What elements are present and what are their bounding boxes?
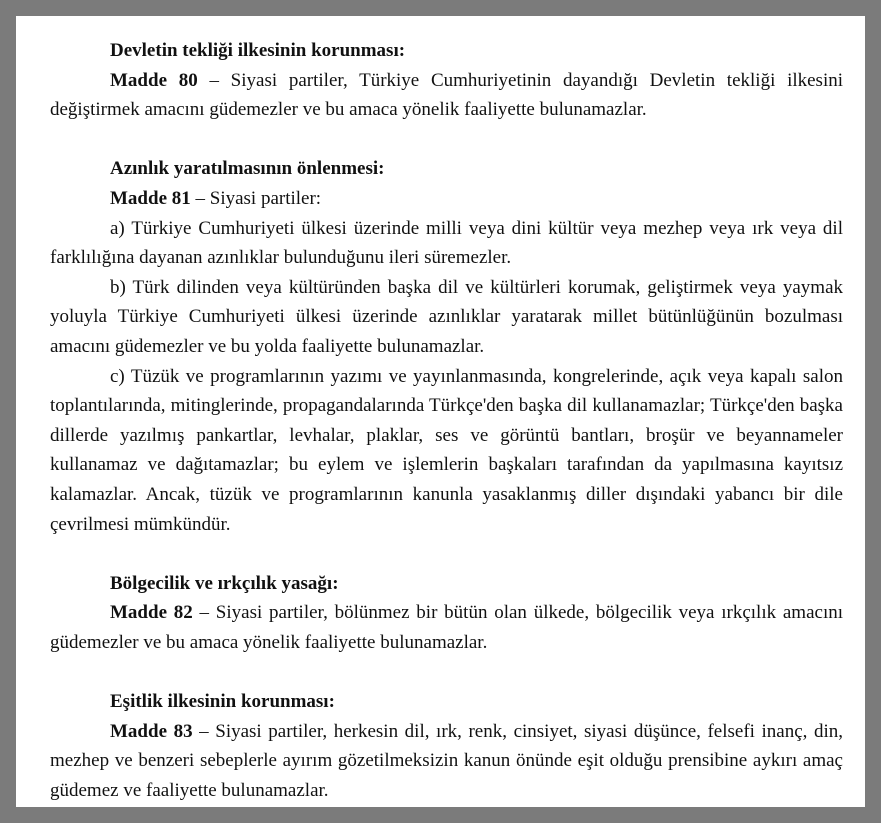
section-heading: Azınlık yaratılmasının önlenmesi: [110, 158, 385, 180]
article-paragraph [50, 598, 843, 657]
article-label: Madde 82 [110, 602, 193, 624]
section-heading: Bölgecilik ve ırkçılık yasağı: [110, 572, 339, 594]
section-madde-83 [50, 687, 843, 805]
article-text: – Siyasi partiler, herkesin dil, ırk, renk, cinsiyet, siyasi düşünce, felsefi inanç, din, mezhep ve benzeri sebeplerle ayırım gözetilmeksizin kanun önünde eşit olduğu prensibine aykırı amaç güdemez ve faaliyette bulunamazlar. [50, 720, 844, 801]
article-paragraph [50, 717, 843, 806]
article-text: – Siyasi partiler, Türkiye Cumhuriyetinin dayandığı Devletin tekliği ilkesini değiştirmek amacını güdemezler ve bu amaca yönelik faaliyette bulunamazlar. [50, 69, 844, 121]
article-item-a: a) Türkiye Cumhuriyeti ülkesi üzerinde milli veya dini kültür veya mezhep veya ırk veya dil farklılığına dayanan azınlıklar bulunduğunu ileri süremezler. [50, 217, 843, 269]
section-madde-81 [50, 154, 843, 539]
article-label: Madde 83 [110, 720, 193, 742]
article-paragraph [50, 184, 843, 214]
article-label: Madde 81 [110, 187, 191, 209]
article-item-b: b) Türk dilinden veya kültüründen başka dil ve kültürleri korumak, geliştirmek veya yaymak yoluyla Türkiye Cumhuriyeti ülkesi üzerinde azınlıklar yaratarak millet bütünlüğünün bozulması amacını güdemezler ve bu yolda faaliyette bulunamazlar. [50, 276, 843, 357]
section-madde-80 [50, 36, 843, 125]
article-paragraph [50, 66, 843, 125]
article-item-c: c) Tüzük ve programlarının yazımı ve yayınlanmasında, kongrelerinde, açık veya kapalı salon toplantılarında, mitinglerinde, propagandalarında Türkçe'den başka dil kullanamazlar; Türkçe'den başka dillerde yazılmış pankartlar, levhalar, plaklar, ses ve görüntü bantları, broşür ve beyannameler kullanamaz ve dağıtamazlar; bu eylem ve işlemlerin başkaları tarafından da yapılmasına kayıtsız kalamazlar. Ancak, tüzük ve programlarının kanunla yasaklanmış diller dışındaki yabancı bir dile çevrilmesi mümkündür. [50, 365, 843, 535]
section-madde-82 [50, 569, 843, 658]
document-page [16, 16, 865, 807]
section-heading: Eşitlik ilkesinin korunması: [110, 691, 335, 713]
article-text: – Siyasi partiler, bölünmez bir bütün olan ülkede, bölgecilik veya ırkçılık amacını güdemezler ve bu amaca yönelik faaliyette bulunamazlar. [50, 602, 843, 653]
article-text: – Siyasi partiler: [190, 187, 322, 209]
article-label: Madde 80 [110, 69, 198, 91]
section-heading: Devletin tekliği ilkesinin korunması: [110, 40, 406, 61]
